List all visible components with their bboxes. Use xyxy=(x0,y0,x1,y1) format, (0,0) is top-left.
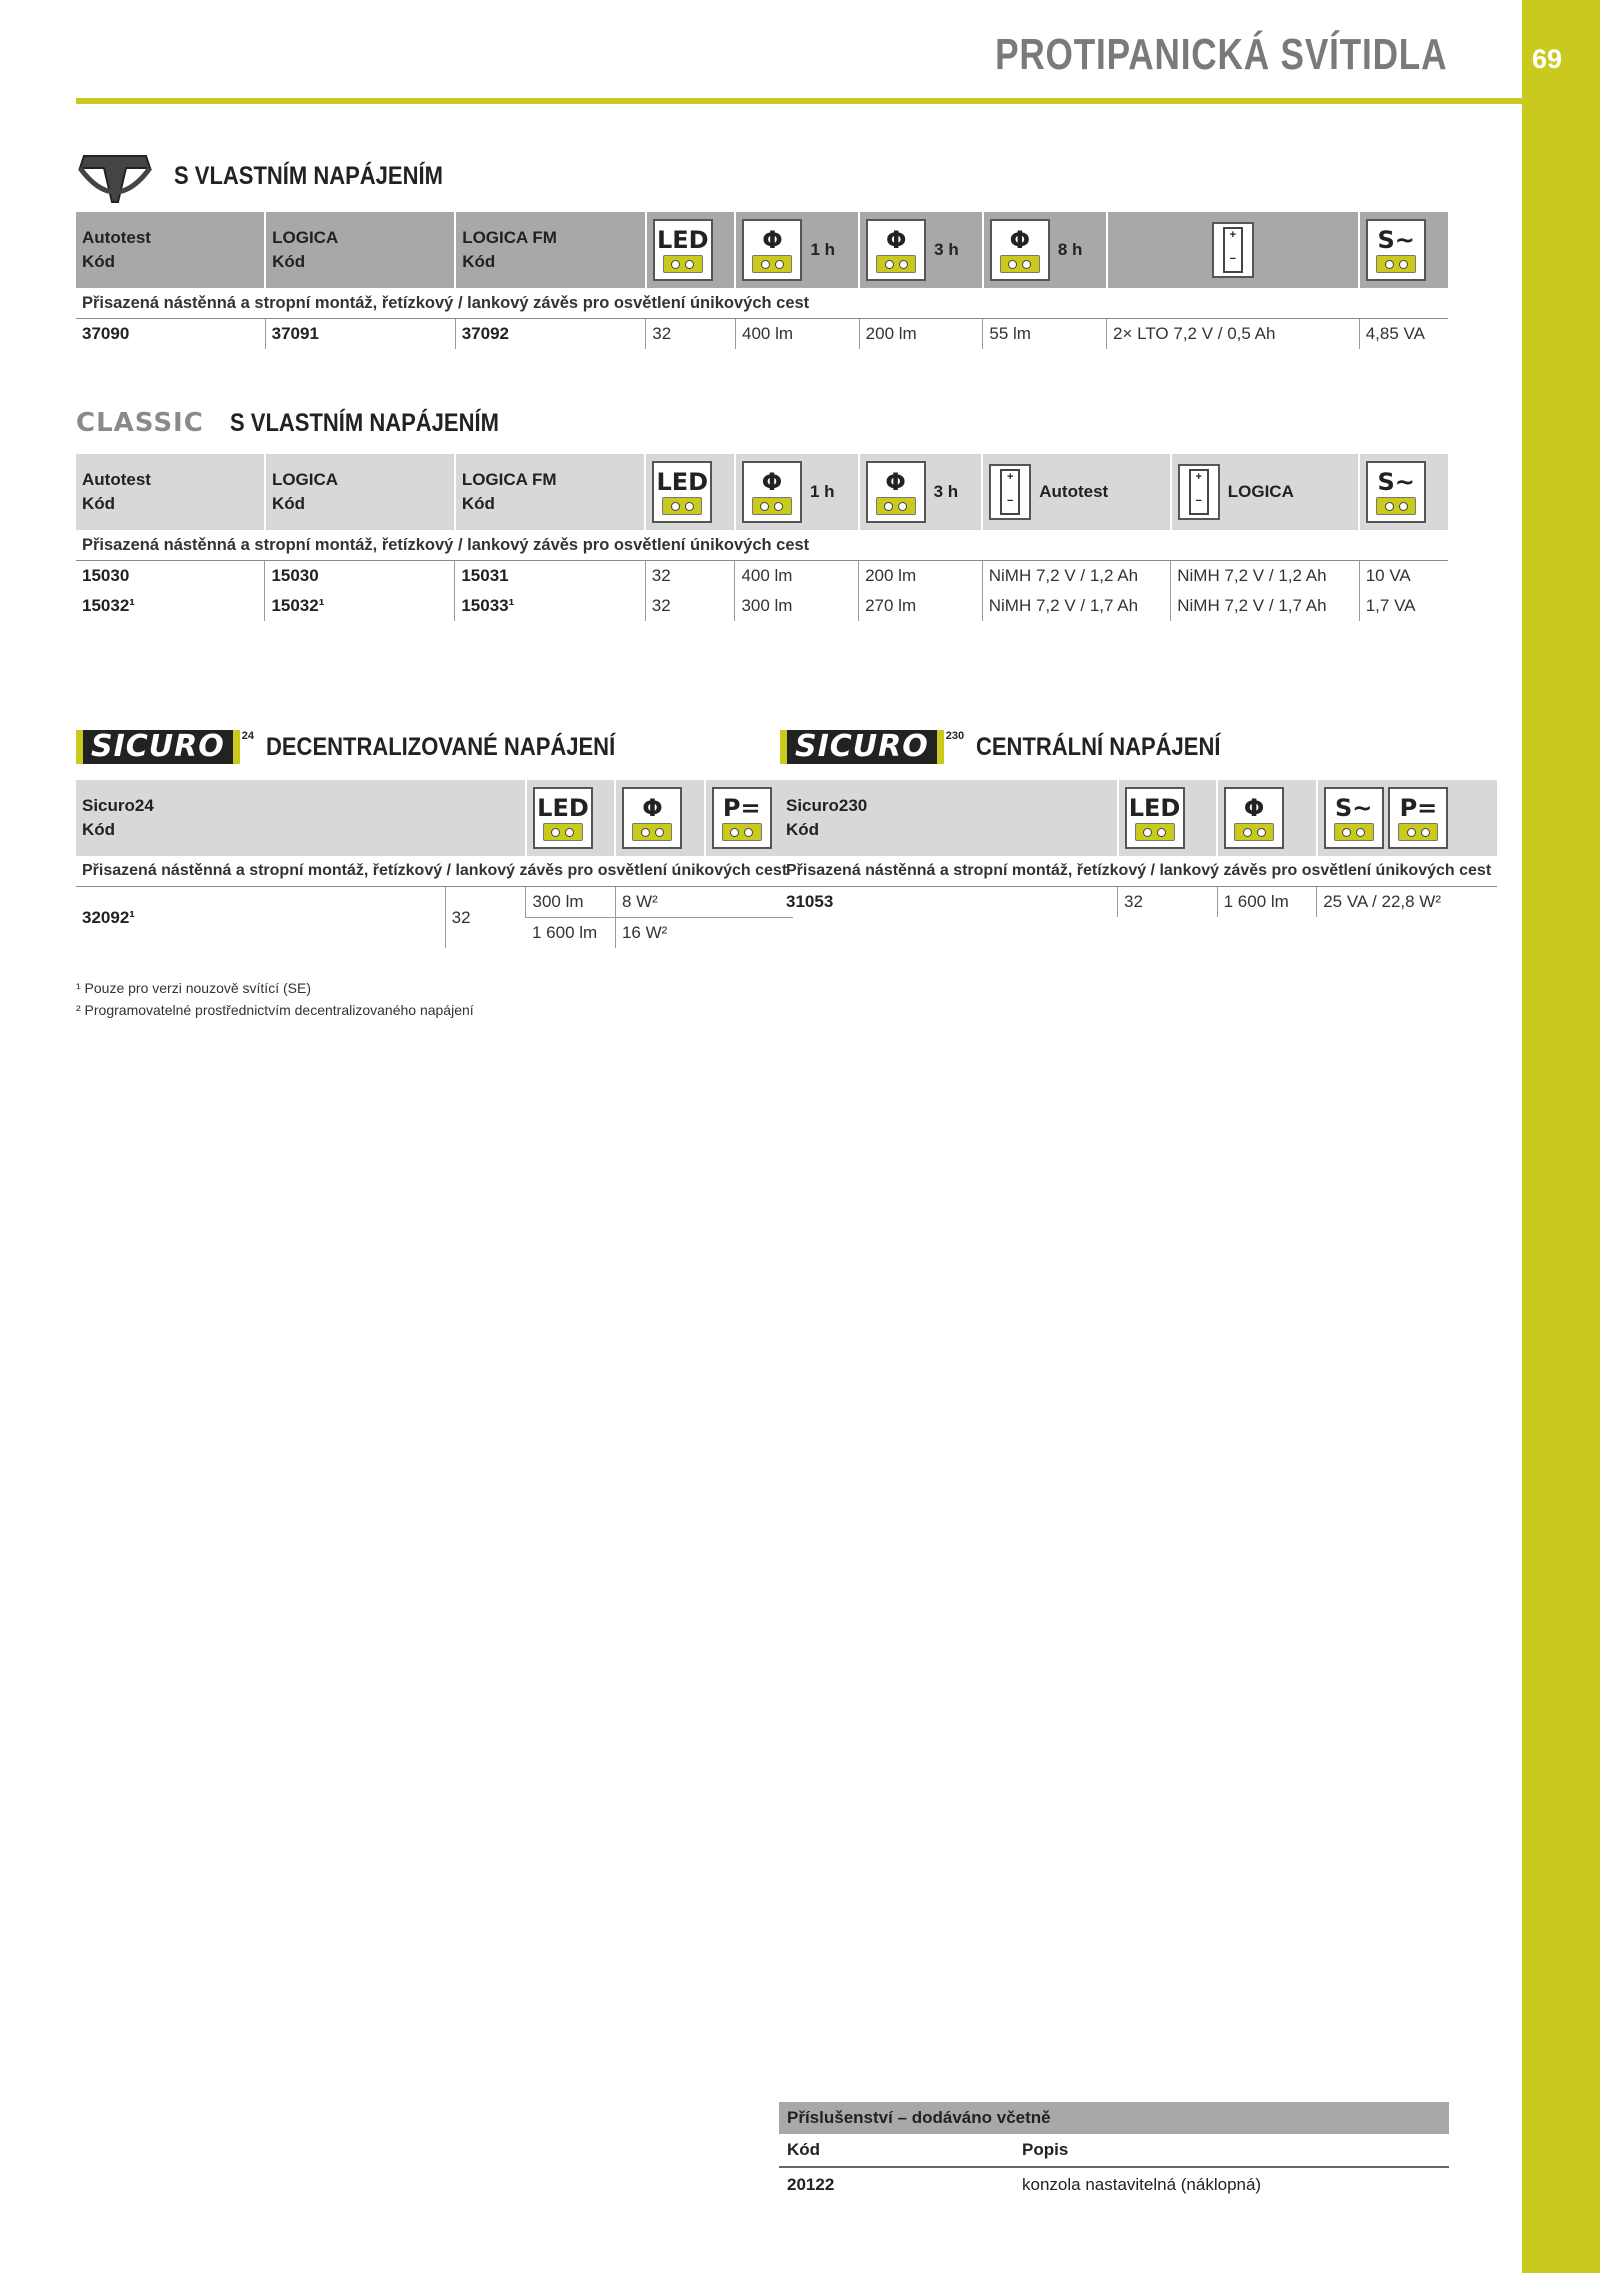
sicuro-logo-text: SICURO xyxy=(76,730,240,764)
value-cell: 16 W² xyxy=(615,918,793,949)
table-row xyxy=(76,561,1448,592)
footnotes xyxy=(76,977,474,1021)
value-cell: 1 600 lm xyxy=(1217,887,1317,918)
apparent-power-icon: S~ xyxy=(1366,219,1426,281)
sicuro-logo-sup: 24 xyxy=(241,730,254,742)
table-row xyxy=(76,887,793,918)
section1-title: S VLASTNÍM NAPÁJENÍM xyxy=(174,161,443,190)
luminous-flux-icon: Φ xyxy=(866,461,926,523)
mounting-note: Přisazená nástěnná a stropní montáž, řetízkový / lankový závěs pro osvětlení únikových cest xyxy=(76,856,793,887)
section3-table xyxy=(76,780,793,948)
table-row xyxy=(76,319,1448,350)
col-header-kod: Kód xyxy=(272,252,306,271)
col-header-kod: Kód xyxy=(82,494,116,513)
duration-label: 8 h xyxy=(1057,240,1083,259)
value-cell: 10 VA xyxy=(1359,561,1448,592)
value-cell: 300 lm xyxy=(735,591,859,621)
col-header-autotest: Autotest xyxy=(82,470,151,489)
value-cell: 1 600 lm xyxy=(531,923,598,942)
page-title: PROTIPANICKÁ SVÍTIDLA xyxy=(994,30,1447,79)
col-header-kod: Kód xyxy=(82,252,116,271)
section4-title: CENTRÁLNÍ NAPÁJENÍ xyxy=(976,732,1221,761)
duration-label: 3 h xyxy=(933,482,959,501)
code-cell: 37091 xyxy=(265,319,455,350)
value-cell: 270 lm xyxy=(859,591,983,621)
led-icon: LED xyxy=(652,461,712,523)
mounting-note: Přisazená nástěnná a stropní montáž, řetízkový / lankový závěs pro osvětlení únikových cest xyxy=(76,288,1448,319)
duration-label: 1 h xyxy=(809,482,835,501)
code-cell: 20122 xyxy=(787,2175,835,2194)
table-header-row xyxy=(76,780,793,856)
value-cell: NiMH 7,2 V / 1,7 Ah xyxy=(982,591,1170,621)
col-header-autotest: Autotest xyxy=(82,228,151,247)
table-row xyxy=(779,2167,1449,2202)
table-row xyxy=(76,591,1448,621)
duration-label: 1 h xyxy=(810,240,836,259)
table-header-row xyxy=(76,454,1448,530)
section3-header xyxy=(76,730,663,764)
value-cell: 25 VA / 22,8 W² xyxy=(1317,887,1497,918)
apparent-power-icon: S~ xyxy=(1324,787,1384,849)
luminous-flux-icon: Φ xyxy=(1224,787,1284,849)
battery-icon: + − xyxy=(989,464,1031,520)
section1-header xyxy=(76,146,480,206)
code-cell: 15030 xyxy=(265,561,455,592)
duration-label: 3 h xyxy=(934,240,959,259)
accessories-header-row xyxy=(779,2134,1449,2167)
battery-label: Autotest xyxy=(1039,482,1109,501)
sicuro24-logo xyxy=(76,730,254,764)
value-cell: 8 W² xyxy=(615,887,793,918)
code-cell: 37092 xyxy=(455,319,646,350)
table-header-row xyxy=(780,780,1497,856)
col-header-kod: Kód xyxy=(82,820,116,839)
col-header-kod: Kód xyxy=(786,820,820,839)
code-cell: 15030 xyxy=(82,566,130,585)
value-cell: 400 lm xyxy=(735,319,859,350)
mounting-note-row xyxy=(780,856,1497,887)
section4-header xyxy=(780,730,1254,764)
active-power-icon: P= xyxy=(712,787,772,849)
value-cell: 200 lm xyxy=(859,319,983,350)
led-icon: LED xyxy=(533,787,593,849)
code-cell: 15032¹ xyxy=(265,591,455,621)
active-power-icon: P= xyxy=(1388,787,1448,849)
luminous-flux-icon: Φ xyxy=(866,219,926,281)
value-cell: 400 lm xyxy=(735,561,859,592)
footnote: ² Programovatelné prostřednictvím decentralizovaného napájení xyxy=(76,1002,474,1018)
led-icon: LED xyxy=(1125,787,1185,849)
value-cell: NiMH 7,2 V / 1,7 Ah xyxy=(1171,591,1359,621)
col-header-kod: Kód xyxy=(779,2134,1014,2167)
value-cell: 2× LTO 7,2 V / 0,5 Ah xyxy=(1107,319,1360,350)
value-cell: 200 lm xyxy=(859,561,983,592)
col-header-kod: Kód xyxy=(461,494,495,513)
mounting-note-row xyxy=(76,288,1448,319)
col-header-kod: Kód xyxy=(462,252,496,271)
mounting-note-row xyxy=(76,530,1448,561)
sicuro230-logo xyxy=(780,730,964,764)
luminous-flux-icon: Φ xyxy=(742,219,802,281)
section2-header xyxy=(76,408,535,438)
code-cell: 15032¹ xyxy=(82,596,135,615)
footnote: ¹ Pouze pro verzi nouzově svítící (SE) xyxy=(76,980,311,996)
luminous-flux-icon: Φ xyxy=(990,219,1050,281)
luminous-flux-icon: Φ xyxy=(742,461,802,523)
value-cell: NiMH 7,2 V / 1,2 Ah xyxy=(1171,561,1359,592)
code-cell: 32092¹ xyxy=(82,907,135,927)
col-header-kod: Kód xyxy=(271,494,305,513)
accessories-title: Příslušenství – dodáváno včetně xyxy=(779,2102,1449,2134)
col-header-sicuro230: Sicuro230 xyxy=(786,796,868,815)
sicuro-logo-sup: 230 xyxy=(945,730,965,742)
sidebar-bar xyxy=(1522,0,1600,2273)
battery-label: LOGICA xyxy=(1227,482,1294,501)
mounting-note: Přisazená nástěnná a stropní montáž, řetízkový / lankový závěs pro osvětlení únikových cest xyxy=(780,856,1497,887)
col-header-sicuro24: Sicuro24 xyxy=(82,796,154,815)
mounting-note-row xyxy=(76,856,793,887)
description-cell: konzola nastavitelná (náklopná) xyxy=(1022,2175,1262,2194)
product-shape-icon xyxy=(76,146,154,206)
section3-title: DECENTRALIZOVANÉ NAPÁJENÍ xyxy=(266,732,616,761)
table-row xyxy=(780,887,1497,918)
code-cell: 31053 xyxy=(786,892,834,911)
value-cell: 32 xyxy=(645,561,735,592)
value-cell: 4,85 VA xyxy=(1359,319,1448,350)
mounting-note: Přisazená nástěnná a stropní montáž, řetízkový / lankový závěs pro osvětlení únikových cest xyxy=(76,530,1448,561)
value-cell: 32 xyxy=(645,591,735,621)
section2-table xyxy=(76,454,1448,621)
value-cell: 55 lm xyxy=(983,319,1107,350)
luminous-flux-icon: Φ xyxy=(622,787,682,849)
page-number: 69 xyxy=(1531,44,1563,74)
col-header-logica-fm: LOGICA FM xyxy=(461,470,557,489)
value-cell: 32 xyxy=(1118,887,1218,918)
accessories-title-row xyxy=(779,2102,1449,2134)
value-cell: 32 xyxy=(646,319,736,350)
code-cell: 15033¹ xyxy=(455,591,645,621)
title-rule xyxy=(76,98,1522,104)
section4-table xyxy=(780,780,1497,917)
code-cell: 15031 xyxy=(455,561,645,592)
led-icon: LED xyxy=(653,219,713,281)
value-cell: 300 lm xyxy=(526,887,615,918)
apparent-power-icon: S~ xyxy=(1366,461,1426,523)
col-header-logica: LOGICA xyxy=(272,228,339,247)
table-header-row xyxy=(76,212,1448,288)
section1-table xyxy=(76,212,1448,349)
col-header-logica-fm: LOGICA FM xyxy=(462,228,557,247)
battery-icon: + − xyxy=(1212,222,1254,278)
value-cell: 1,7 VA xyxy=(1359,591,1448,621)
classic-logo: CLASSIC xyxy=(76,408,204,438)
battery-icon: + − xyxy=(1178,464,1220,520)
value-cell: NiMH 7,2 V / 1,2 Ah xyxy=(982,561,1170,592)
accessories-table xyxy=(779,2102,1449,2202)
code-cell: 37090 xyxy=(82,324,130,343)
col-header-popis: Popis xyxy=(1014,2134,1449,2167)
section2-title: S VLASTNÍM NAPÁJENÍM xyxy=(229,408,499,437)
value-cell: 32 xyxy=(445,887,526,949)
col-header-logica: LOGICA xyxy=(271,470,339,489)
sicuro-logo-text: SICURO xyxy=(780,730,944,764)
